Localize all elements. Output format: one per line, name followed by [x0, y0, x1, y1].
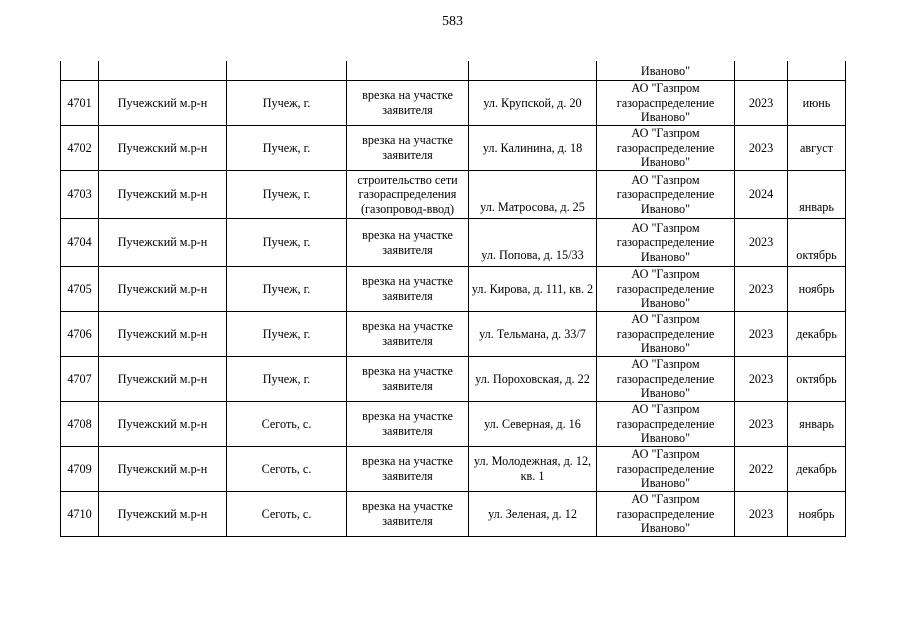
cell-locality: Пучеж, г.: [227, 219, 347, 267]
cell-num: 4706: [61, 312, 99, 357]
cell-year: 2023: [735, 402, 788, 447]
cell-work: врезка на участке заявителя: [347, 267, 469, 312]
cell-work: врезка на участке заявителя: [347, 447, 469, 492]
page-number: 583: [442, 14, 463, 29]
cell-year: 2022: [735, 447, 788, 492]
cell-address: ул. Зеленая, д. 12: [469, 492, 597, 537]
cell-work: врезка на участке заявителя: [347, 81, 469, 126]
cell-work: врезка на участке заявителя: [347, 402, 469, 447]
cell-month: декабрь: [788, 447, 846, 492]
cell-locality: Пучеж, г.: [227, 81, 347, 126]
cell-district: [99, 61, 227, 81]
cell-district: Пучежский м.р-н: [99, 126, 227, 171]
cell-locality: Пучеж, г.: [227, 267, 347, 312]
cell-year: 2023: [735, 357, 788, 402]
cell-address: ул. Северная, д. 16: [469, 402, 597, 447]
cell-year: 2023: [735, 81, 788, 126]
cell-num: 4709: [61, 447, 99, 492]
cell-month: ноябрь: [788, 492, 846, 537]
cell-num: 4707: [61, 357, 99, 402]
cell-district: Пучежский м.р-н: [99, 267, 227, 312]
cell-district: Пучежский м.р-н: [99, 219, 227, 267]
continuation-row: [61, 61, 846, 81]
cell-locality: Пучеж, г.: [227, 171, 347, 219]
cell-address: [469, 61, 597, 81]
cell-organization: АО "Газпром газораспределение Иваново": [597, 219, 735, 267]
cell-address: ул. Кирова, д. 111, кв. 2: [469, 267, 597, 312]
cell-work: врезка на участке заявителя: [347, 126, 469, 171]
cell-num: 4708: [61, 402, 99, 447]
cell-month: октябрь: [788, 357, 846, 402]
cell-district: Пучежский м.р-н: [99, 171, 227, 219]
cell-year: 2023: [735, 312, 788, 357]
cell-num: 4702: [61, 126, 99, 171]
cell-district: Пучежский м.р-н: [99, 312, 227, 357]
cell-year: 2023: [735, 267, 788, 312]
cell-district: Пучежский м.р-н: [99, 81, 227, 126]
cell-address: ул. Матросова, д. 25: [469, 171, 597, 219]
cell-year: 2023: [735, 219, 788, 267]
cell-work: врезка на участке заявителя: [347, 492, 469, 537]
cell-district: Пучежский м.р-н: [99, 447, 227, 492]
cell-month: август: [788, 126, 846, 171]
cell-address: ул. Попова, д. 15/33: [469, 219, 597, 267]
cell-month: ноябрь: [788, 267, 846, 312]
cell-organization: АО "Газпром газораспределение Иваново": [597, 357, 735, 402]
cell-locality: Сеготь, с.: [227, 447, 347, 492]
cell-address: ул. Тельмана, д. 33/7: [469, 312, 597, 357]
cell-num: 4705: [61, 267, 99, 312]
table-row: [61, 492, 846, 537]
cell-organization: АО "Газпром газораспределение Иваново": [597, 492, 735, 537]
cell-organization: АО "Газпром газораспределение Иваново": [597, 267, 735, 312]
cell-month: декабрь: [788, 312, 846, 357]
cell-month: январь: [788, 402, 846, 447]
cell-locality: Сеготь, с.: [227, 492, 347, 537]
cell-locality: Сеготь, с.: [227, 402, 347, 447]
cell-num: [61, 61, 99, 81]
cell-district: Пучежский м.р-н: [99, 357, 227, 402]
table-row: [61, 447, 846, 492]
cell-locality: Пучеж, г.: [227, 312, 347, 357]
cell-organization: АО "Газпром газораспределение Иваново": [597, 312, 735, 357]
table-row: [61, 402, 846, 447]
cell-year: [735, 61, 788, 81]
table-row: [61, 171, 846, 219]
table-row: [61, 126, 846, 171]
cell-address: ул. Крупской, д. 20: [469, 81, 597, 126]
cell-month: январь: [788, 171, 846, 219]
cell-num: 4703: [61, 171, 99, 219]
cell-organization: АО "Газпром газораспределение Иваново": [597, 81, 735, 126]
cell-work: [347, 61, 469, 81]
cell-num: 4710: [61, 492, 99, 537]
cell-locality: Пучеж, г.: [227, 357, 347, 402]
cell-organization: АО "Газпром газораспределение Иваново": [597, 171, 735, 219]
table-row: [61, 267, 846, 312]
cell-organization: АО "Газпром газораспределение Иваново": [597, 402, 735, 447]
cell-organization: Иваново": [597, 61, 735, 81]
table-row: [61, 219, 846, 267]
cell-year: 2024: [735, 171, 788, 219]
cell-month: [788, 61, 846, 81]
cell-year: 2023: [735, 126, 788, 171]
cell-address: ул. Молодежная, д. 12, кв. 1: [469, 447, 597, 492]
table-row: [61, 81, 846, 126]
cell-month: октябрь: [788, 219, 846, 267]
cell-district: Пучежский м.р-н: [99, 402, 227, 447]
table-row: [61, 357, 846, 402]
cell-num: 4704: [61, 219, 99, 267]
cell-work: врезка на участке заявителя: [347, 357, 469, 402]
gasification-schedule-table: [60, 61, 846, 537]
cell-district: Пучежский м.р-н: [99, 492, 227, 537]
cell-month: июнь: [788, 81, 846, 126]
cell-organization: АО "Газпром газораспределение Иваново": [597, 126, 735, 171]
table-row: [61, 312, 846, 357]
cell-locality: Пучеж, г.: [227, 126, 347, 171]
cell-address: ул. Пороховская, д. 22: [469, 357, 597, 402]
cell-locality: [227, 61, 347, 81]
cell-year: 2023: [735, 492, 788, 537]
cell-work: врезка на участке заявителя: [347, 312, 469, 357]
cell-address: ул. Калинина, д. 18: [469, 126, 597, 171]
cell-organization: АО "Газпром газораспределение Иваново": [597, 447, 735, 492]
cell-num: 4701: [61, 81, 99, 126]
cell-work: врезка на участке заявителя: [347, 219, 469, 267]
cell-work: строительство сети газораспределения (газопровод-ввод): [347, 171, 469, 219]
